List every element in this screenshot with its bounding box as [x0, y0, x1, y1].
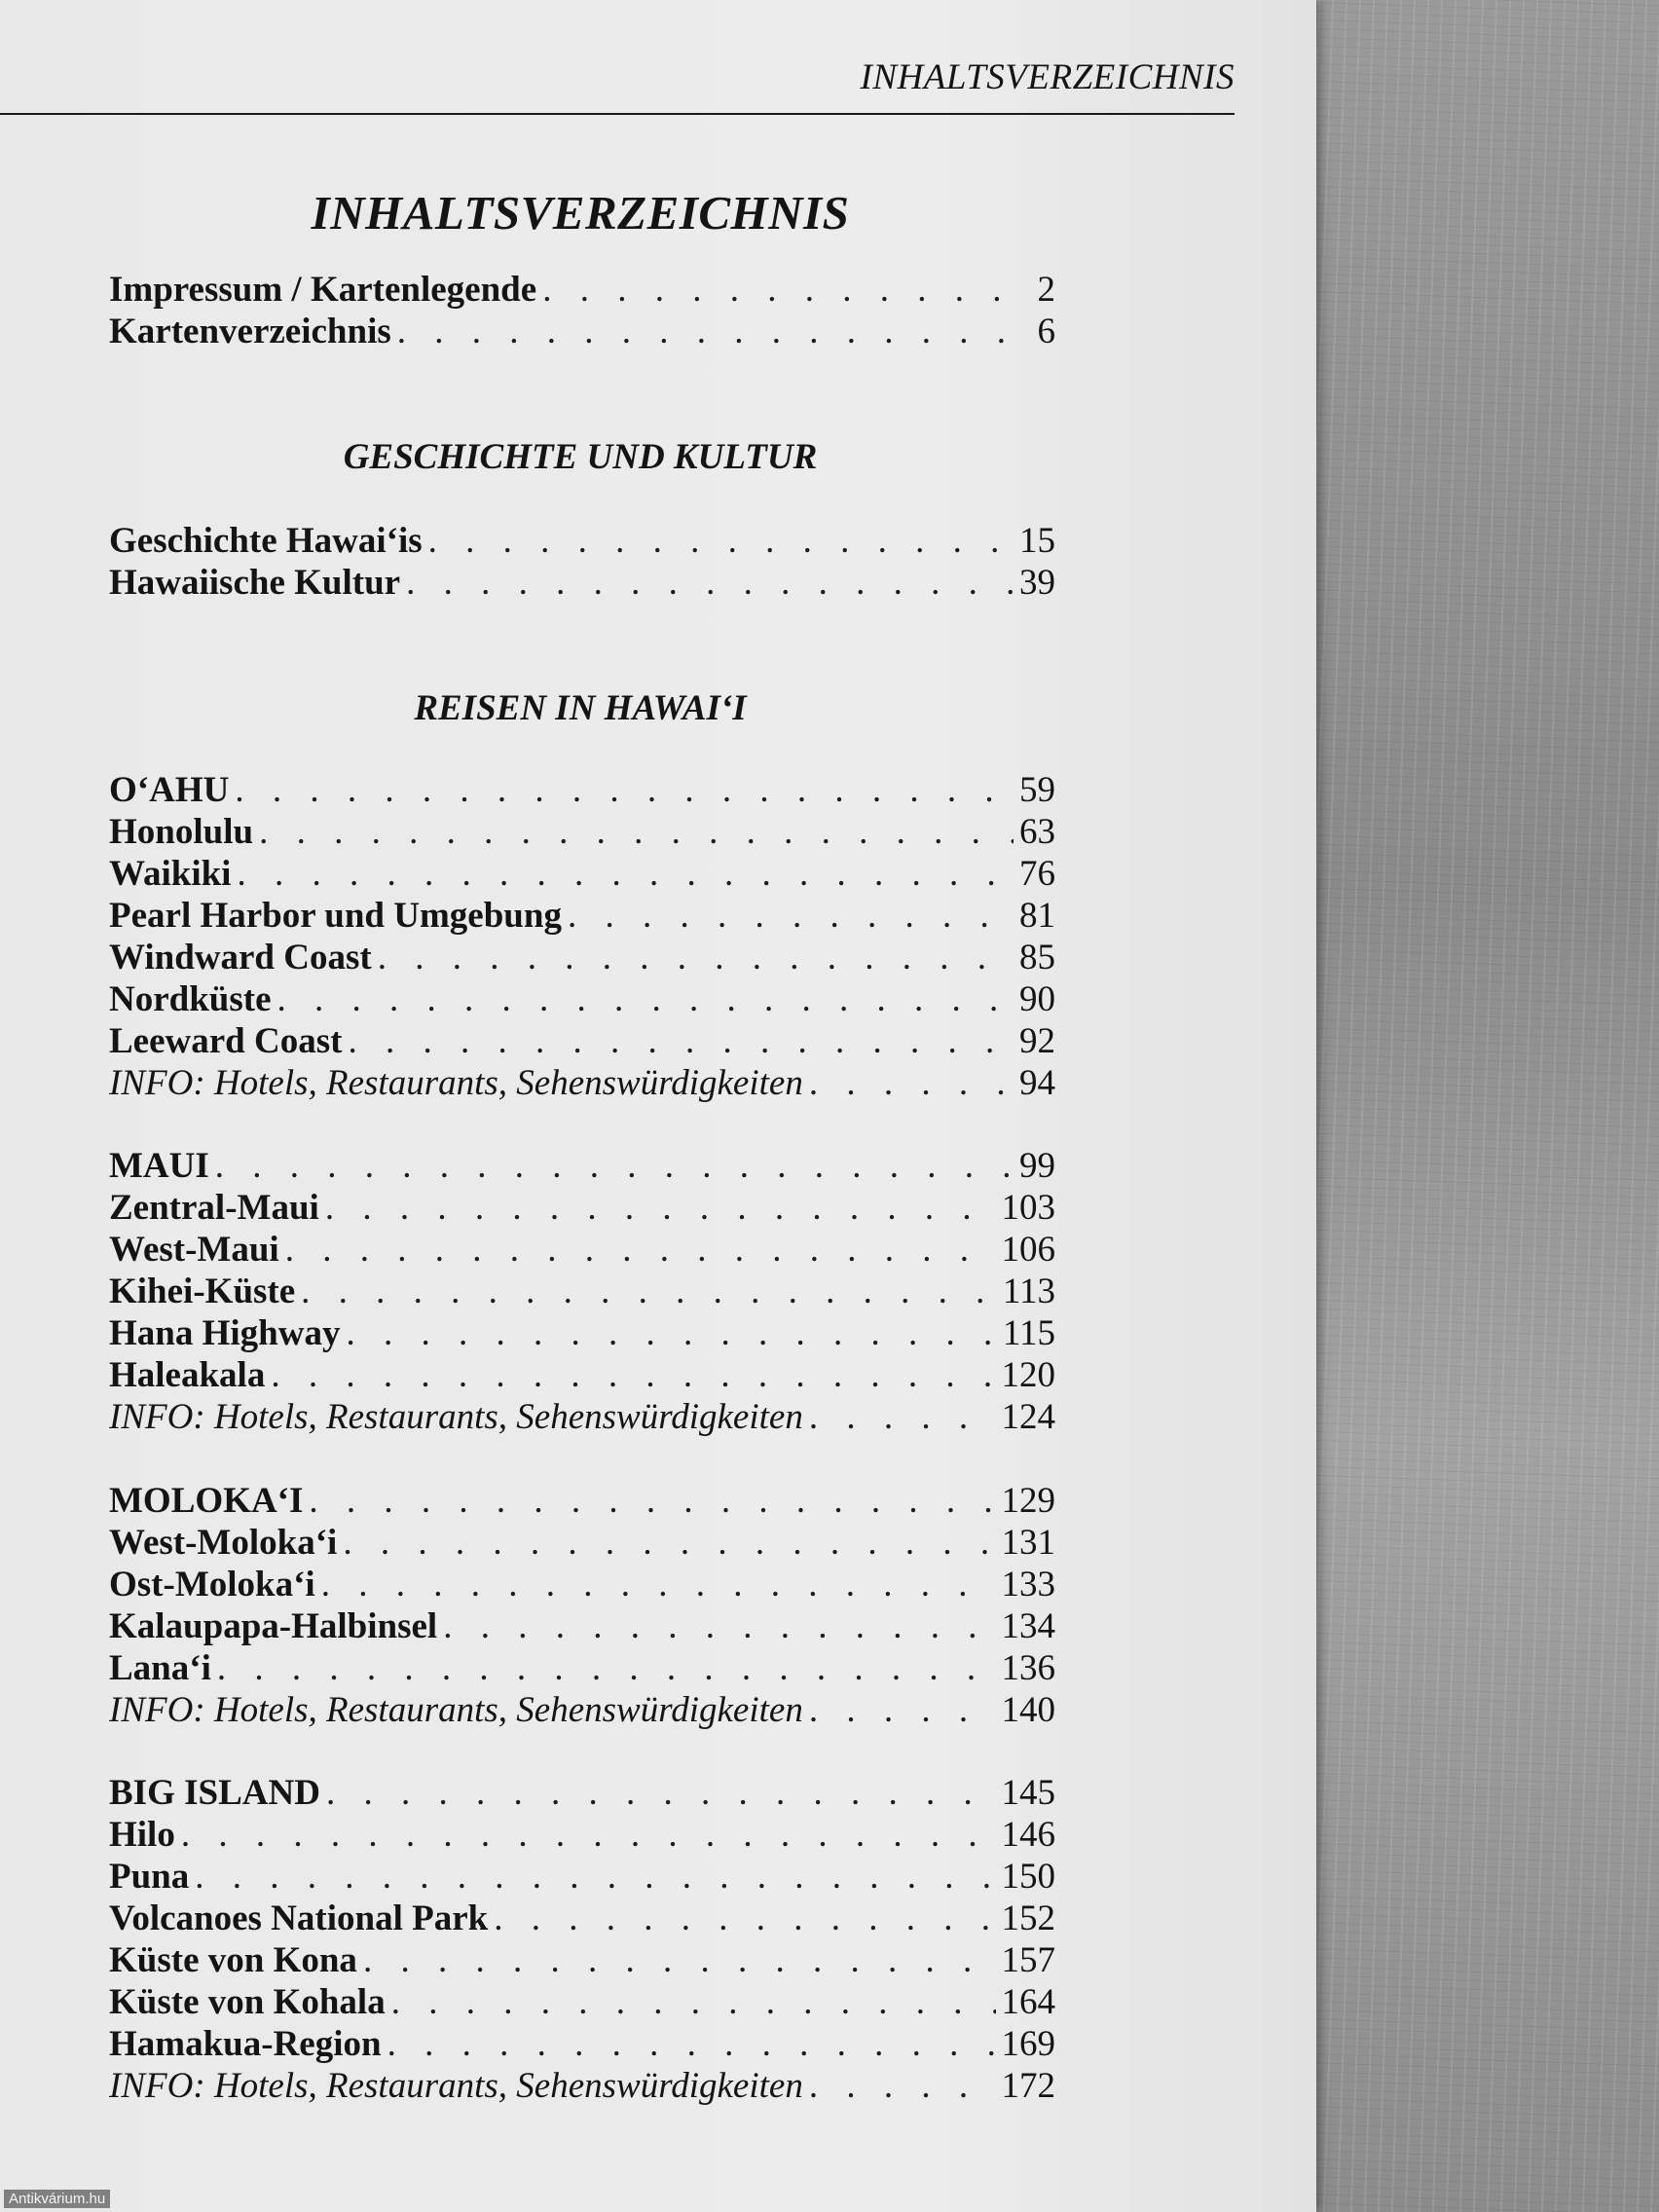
entry-label: INFO: Hotels, Restaurants, Sehenswürdigkeiten: [109, 1397, 803, 1437]
toc-entry: [109, 1772, 1055, 1814]
entry-page: 169: [1001, 2024, 1055, 2064]
toc-entry: [109, 1271, 1055, 1312]
toc-entry: [109, 769, 1055, 811]
entry-page: 150: [1001, 1857, 1055, 1897]
entry-page: 81: [1019, 896, 1055, 936]
toc-entry: [109, 1020, 1055, 1062]
entry-page: 2: [1037, 270, 1055, 310]
entry-page: 115: [1002, 1313, 1055, 1353]
molokai-list: [109, 1480, 1055, 1731]
entry-page: 6: [1037, 312, 1055, 351]
entry-page: 103: [1001, 1188, 1055, 1228]
entry-page: 146: [1001, 1815, 1055, 1855]
entry-label: INFO: Hotels, Restaurants, Sehenswürdigkeiten: [109, 2066, 803, 2106]
entry-page: 39: [1019, 563, 1055, 603]
toc-entry: [109, 1939, 1055, 1981]
entry-label: Zentral-Maui: [109, 1188, 319, 1228]
dot-leader: [321, 1564, 996, 1605]
dot-leader: [277, 978, 1014, 1020]
dot-leader: [378, 937, 1014, 978]
toc-entry: [109, 1898, 1055, 1939]
dot-leader: [325, 1187, 996, 1229]
dot-leader: [215, 1145, 1014, 1187]
entry-page: 172: [1001, 2066, 1055, 2106]
entry-page: 90: [1019, 979, 1055, 1019]
entry-page: 99: [1019, 1146, 1055, 1186]
toc-entry-info: [109, 1689, 1055, 1731]
dot-leader: [348, 1020, 1014, 1062]
entry-label: MAUI: [109, 1146, 209, 1186]
entry-page: 136: [1001, 1648, 1055, 1688]
entry-label: Küste von Kona: [109, 1940, 357, 1980]
toc-entry: [109, 1480, 1055, 1522]
geschichte-list: [109, 520, 1055, 604]
entry-label: Impressum / Kartenlegende: [109, 270, 537, 310]
dot-leader: [326, 1772, 996, 1814]
dot-leader: [391, 1981, 996, 2023]
entry-label: West-Maui: [109, 1230, 279, 1270]
section-heading-reisen: REISEN IN HAWAI‘I: [414, 688, 747, 728]
dot-leader: [271, 1354, 995, 1396]
entry-page: 63: [1019, 812, 1055, 852]
entry-label: Honolulu: [109, 812, 254, 852]
toc-entry: [109, 895, 1055, 937]
entry-page: 124: [1001, 1397, 1055, 1437]
toc-entry: [109, 1312, 1055, 1354]
toc-entry: [109, 2023, 1055, 2065]
entry-label: Puna: [109, 1857, 190, 1897]
toc-entry: [109, 1522, 1055, 1564]
entry-page: 164: [1001, 1982, 1055, 2022]
entry-label: Lana‘i: [109, 1648, 211, 1688]
entry-label: Pearl Harbor und Umgebung: [109, 896, 562, 936]
entry-label: MOLOKA‘I: [109, 1481, 304, 1521]
entry-page: 134: [1001, 1606, 1055, 1646]
dot-leader: [387, 2023, 996, 2065]
dot-leader: [809, 1396, 996, 1438]
table-surface: [1305, 0, 1659, 2212]
entry-page: 92: [1019, 1021, 1055, 1061]
dot-leader: [809, 1689, 996, 1731]
toc-entry: [109, 1229, 1055, 1271]
toc-entry: [109, 311, 1055, 352]
entry-label: Leeward Coast: [109, 1021, 343, 1061]
entry-label: Hana Highway: [109, 1313, 341, 1353]
toc-entry: [109, 937, 1055, 978]
big-island-list: [109, 1772, 1055, 2107]
dot-leader: [494, 1898, 995, 1939]
entry-label: O‘AHU: [109, 770, 230, 810]
toc-entry: [109, 520, 1055, 562]
dot-leader: [301, 1271, 997, 1312]
entry-label: Kalaupapa-Halbinsel: [109, 1606, 438, 1646]
entry-label: Hamakua-Region: [109, 2024, 382, 2064]
entry-page: 140: [1001, 1690, 1055, 1730]
entry-page: 157: [1001, 1940, 1055, 1980]
dot-leader: [443, 1605, 995, 1647]
watermark: Antikvárium.hu: [4, 2190, 110, 2208]
toc-entry: [109, 1605, 1055, 1647]
entry-page: 133: [1001, 1565, 1055, 1604]
header-rule: [0, 113, 1235, 115]
toc-entry: [109, 1856, 1055, 1898]
dot-leader: [542, 269, 1031, 311]
maui-list: [109, 1145, 1055, 1438]
toc-entry-info: [109, 1396, 1055, 1438]
entry-label: Geschichte Hawai‘is: [109, 521, 423, 561]
toc-entry: [109, 1981, 1055, 2023]
entry-label: Hawaiische Kultur: [109, 563, 401, 603]
running-head: INHALTSVERZEICHNIS: [860, 57, 1235, 97]
dot-leader: [217, 1647, 996, 1689]
entry-page: 59: [1019, 770, 1055, 810]
entry-label: INFO: Hotels, Restaurants, Sehenswürdigkeiten: [109, 1063, 803, 1103]
dot-leader: [346, 1312, 996, 1354]
toc-entry-info: [109, 1062, 1055, 1104]
dot-leader: [809, 1062, 1014, 1104]
dot-leader: [809, 2065, 996, 2107]
entry-page: 113: [1002, 1272, 1055, 1311]
entry-page: 85: [1019, 938, 1055, 977]
entry-page: 129: [1001, 1481, 1055, 1521]
entry-page: 120: [1001, 1355, 1055, 1395]
dot-leader: [235, 769, 1014, 811]
entry-label: Hilo: [109, 1815, 175, 1855]
entry-label: Küste von Kohala: [109, 1982, 386, 2022]
dot-leader: [397, 311, 1032, 352]
toc-entry: [109, 1187, 1055, 1229]
dot-leader: [343, 1522, 995, 1564]
entry-label: Volcanoes National Park: [109, 1899, 489, 1938]
toc-entry: [109, 1564, 1055, 1605]
dot-leader: [568, 895, 1014, 937]
entry-page: 145: [1001, 1773, 1055, 1813]
dot-leader: [195, 1856, 995, 1898]
toc-entry: [109, 1145, 1055, 1187]
dot-leader: [237, 853, 1014, 895]
section-heading-geschichte: GESCHICHTE UND KULTUR: [343, 437, 818, 477]
dot-leader: [363, 1939, 996, 1981]
toc-entry: [109, 978, 1055, 1020]
dot-leader: [285, 1229, 996, 1271]
dot-leader: [406, 562, 1014, 604]
entry-label: Kartenverzeichnis: [109, 312, 391, 351]
entry-page: 94: [1019, 1063, 1055, 1103]
dot-leader: [309, 1480, 995, 1522]
toc-entry-info: [109, 2065, 1055, 2107]
entry-label: Haleakala: [109, 1355, 266, 1395]
entry-label: Ost-Moloka‘i: [109, 1565, 315, 1604]
toc-title: INHALTSVERZEICHNIS: [311, 186, 850, 240]
toc-entry: [109, 1647, 1055, 1689]
entry-page: 15: [1019, 521, 1055, 561]
toc-entry: [109, 562, 1055, 604]
entry-page: 76: [1019, 854, 1055, 894]
entry-label: Windward Coast: [109, 938, 372, 977]
entry-label: BIG ISLAND: [109, 1773, 320, 1813]
toc-entry: [109, 1814, 1055, 1856]
entry-label: Nordküste: [109, 979, 272, 1019]
front-matter-list: [109, 269, 1055, 352]
toc-entry: [109, 811, 1055, 853]
oahu-list: [109, 769, 1055, 1104]
entry-page: 152: [1001, 1899, 1055, 1938]
dot-leader: [259, 811, 1014, 853]
entry-label: Kihei-Küste: [109, 1272, 296, 1311]
entry-page: 106: [1001, 1230, 1055, 1270]
entry-label: West-Moloka‘i: [109, 1523, 338, 1563]
dot-leader: [428, 520, 1014, 562]
entry-label: Waikiki: [109, 854, 232, 894]
toc-entry: [109, 853, 1055, 895]
dot-leader: [181, 1814, 996, 1856]
toc-entry: [109, 269, 1055, 311]
toc-entry: [109, 1354, 1055, 1396]
entry-label: INFO: Hotels, Restaurants, Sehenswürdigkeiten: [109, 1690, 803, 1730]
entry-page: 131: [1001, 1523, 1055, 1563]
